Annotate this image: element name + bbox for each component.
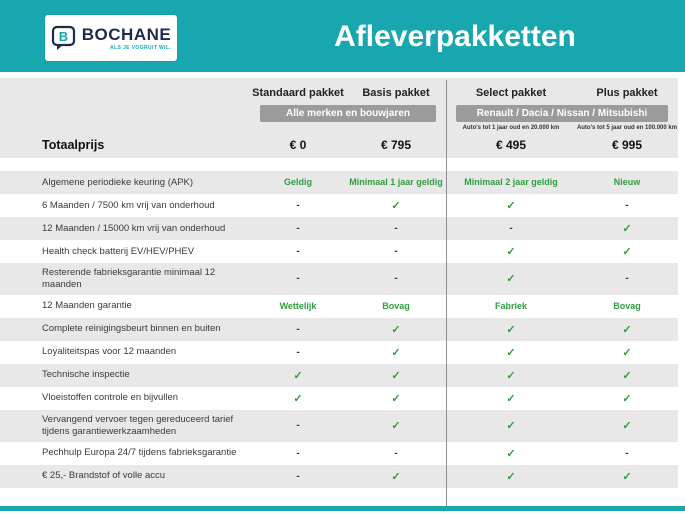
column-header-select: Select pakket (475, 87, 547, 99)
check-icon: ✓ (506, 420, 516, 433)
feature-rows (0, 171, 678, 488)
column-subtitles-row (0, 122, 678, 132)
check-icon: ✓ (506, 246, 516, 258)
column-header-basis: Basis pakket (362, 87, 430, 99)
dash-mark: - (625, 200, 629, 211)
logo-brand-text: BOCHANE (81, 24, 172, 44)
price-plus: € 995 (611, 138, 643, 152)
dash-mark: - (296, 273, 300, 285)
check-icon: ✓ (622, 392, 632, 405)
page-title: Afleverpakketten (334, 20, 576, 53)
value-text: Minimaal 2 jaar geldig (464, 177, 558, 187)
dash-mark: - (394, 246, 398, 257)
value-text: Minimaal 1 jaar geldig (349, 177, 443, 187)
column-subtitle-plus: Auto's tot 5 jaar oud en 100.000 km (576, 125, 678, 131)
check-icon: ✓ (391, 200, 401, 212)
check-icon: ✓ (391, 346, 401, 359)
row-label: Complete reinigingsbeurt binnen en buiten (42, 323, 221, 335)
price-select: € 495 (495, 138, 527, 152)
dash-mark: - (394, 447, 398, 459)
svg-text:B: B (58, 29, 68, 44)
check-icon: ✓ (506, 369, 516, 382)
row-label: 12 Maanden / 15000 km vrij van onderhoud (42, 222, 226, 234)
table-row (0, 442, 678, 465)
table-row (0, 217, 678, 240)
row-label: Vloeistoffen controle en bijvullen (42, 392, 179, 404)
logo-text (82, 26, 171, 51)
column-names-row (0, 85, 678, 105)
row-label: € 25,- Brandstof of volle accu (42, 470, 166, 482)
table-row (0, 240, 678, 263)
dash-mark: - (296, 470, 300, 482)
dash-mark: - (296, 223, 300, 234)
table-row (0, 318, 678, 341)
table-row (0, 364, 678, 387)
row-label: Resterende fabrieksgarantie minimaal 12 maanden (42, 267, 216, 290)
column-subtitle-select: Auto's tot 1 jaar oud en 20.000 km (462, 125, 560, 131)
check-icon: ✓ (622, 369, 632, 382)
table-row (0, 171, 678, 194)
check-icon: ✓ (622, 470, 632, 483)
dash-mark: - (296, 200, 300, 211)
column-header-plus: Plus pakket (596, 87, 658, 99)
dash-mark: - (394, 223, 398, 234)
table-row (0, 387, 678, 410)
row-label: Vervangend vervoer tegen gereduceerd tarief tijdens garantiewerkzaamheden (42, 413, 234, 437)
group-badge-brand-list: Renault / Dacia / Nissan / Mitsubishi (456, 105, 668, 122)
check-icon: ✓ (293, 392, 303, 405)
table-row (0, 194, 678, 217)
package-group-divider (446, 80, 447, 506)
dash-mark: - (296, 346, 300, 358)
table-row (0, 263, 678, 295)
check-icon: ✓ (622, 323, 632, 336)
row-label: Loyaliteitspas voor 12 maanden (42, 346, 177, 358)
dash-mark: - (296, 323, 300, 335)
dash-mark: - (509, 223, 513, 234)
group-badge-all-brands: Alle merken en bouwjaren (260, 105, 436, 122)
row-label: Technische inspectie (42, 369, 130, 381)
check-icon: ✓ (391, 470, 401, 483)
check-icon: ✓ (293, 369, 303, 382)
price-basis: € 795 (380, 138, 412, 152)
table-row (0, 341, 678, 364)
check-icon: ✓ (622, 346, 632, 359)
check-icon: ✓ (506, 273, 516, 286)
value-text: Wettelijk (279, 300, 317, 311)
check-icon: ✓ (506, 447, 516, 460)
check-icon: ✓ (622, 420, 632, 433)
row-label: Pechhulp Europa 24/7 tijdens fabrieksgarantie (42, 447, 237, 459)
check-icon: ✓ (506, 470, 516, 483)
dash-mark: - (296, 246, 300, 257)
header-body-gap (0, 158, 678, 171)
total-price-label: Totaalprijs (42, 138, 105, 152)
dash-mark: - (296, 447, 300, 459)
check-icon: ✓ (506, 323, 516, 336)
row-label: Health check batterij EV/HEV/PHEV (42, 245, 195, 257)
total-price-row (0, 132, 678, 152)
row-label: 12 Maanden garantie (42, 300, 132, 312)
value-text: Nieuw (613, 177, 641, 187)
check-icon: ✓ (506, 392, 516, 405)
column-header-standaard: Standaard pakket (252, 87, 344, 99)
value-text: Fabriek (494, 300, 527, 311)
bottom-accent-bar (0, 506, 685, 511)
dash-mark: - (296, 420, 300, 432)
check-icon: ✓ (622, 246, 632, 258)
bochane-logo-icon (51, 25, 77, 51)
badge-wrap-right (446, 105, 678, 122)
dash-mark: - (394, 273, 398, 285)
bochane-logo (45, 15, 177, 61)
table-row (0, 295, 678, 318)
table-row (0, 465, 678, 488)
group-badges-row (0, 105, 678, 122)
check-icon: ✓ (506, 346, 516, 359)
badge-wrap-left (250, 105, 446, 122)
dash-mark: - (625, 447, 629, 459)
table-header-band (0, 78, 678, 158)
table-row (0, 410, 678, 442)
package-comparison-table (0, 78, 678, 488)
dash-mark: - (625, 273, 629, 285)
row-label: Algemene periodieke keuring (APK) (42, 176, 194, 188)
check-icon: ✓ (622, 223, 632, 235)
header-bar (0, 0, 685, 72)
value-text: Bovag (382, 300, 410, 311)
check-icon: ✓ (391, 369, 401, 382)
row-label: 6 Maanden / 7500 km vrij van onderhoud (42, 199, 215, 211)
check-icon: ✓ (391, 392, 401, 405)
value-text: Geldig (283, 177, 312, 187)
price-standaard: € 0 (289, 138, 307, 152)
value-text: Bovag (613, 300, 641, 311)
check-icon: ✓ (506, 200, 516, 212)
check-icon: ✓ (391, 323, 401, 336)
logo-tagline-text: ALS JE VOORUIT WIL. (110, 44, 172, 51)
check-icon: ✓ (391, 420, 401, 433)
